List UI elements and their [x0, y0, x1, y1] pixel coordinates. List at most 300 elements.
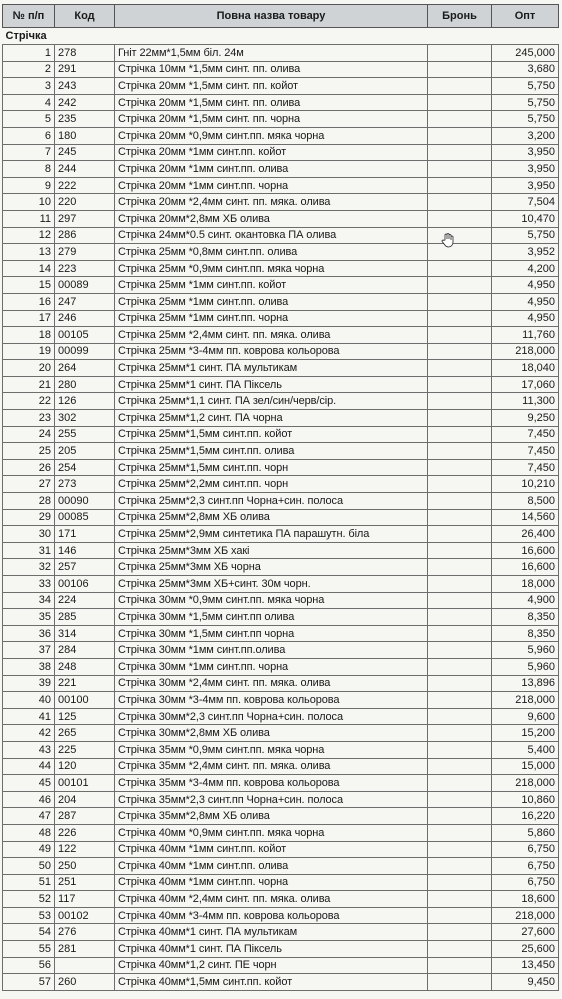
cell-no[interactable]: 35: [3, 609, 55, 626]
table-row[interactable]: [3, 45, 559, 62]
cell-name[interactable]: Стрічка 25мм*2,2мм синт.пп. чорн: [115, 476, 428, 493]
cell-name[interactable]: Стрічка 40мм *2,4мм синт. пп. мяка. олива: [115, 891, 428, 908]
cell-opt[interactable]: 6,750: [492, 874, 559, 891]
table-row[interactable]: [3, 426, 559, 443]
cell-bron[interactable]: [428, 360, 492, 377]
cell-code[interactable]: 146: [55, 542, 115, 559]
header-code[interactable]: Код: [55, 5, 115, 28]
cell-bron[interactable]: [428, 874, 492, 891]
cell-code[interactable]: 286: [55, 227, 115, 244]
cell-opt[interactable]: 9,450: [492, 974, 559, 991]
table-row[interactable]: [3, 924, 559, 941]
cell-opt[interactable]: 3,200: [492, 127, 559, 144]
table-row[interactable]: [3, 841, 559, 858]
cell-bron[interactable]: [428, 459, 492, 476]
table-row[interactable]: [3, 111, 559, 128]
table-row[interactable]: [3, 343, 559, 360]
table-row[interactable]: [3, 791, 559, 808]
table-row[interactable]: [3, 542, 559, 559]
table-row[interactable]: [3, 824, 559, 841]
cell-code[interactable]: 280: [55, 376, 115, 393]
cell-no[interactable]: 3: [3, 78, 55, 95]
cell-no[interactable]: 15: [3, 277, 55, 294]
cell-bron[interactable]: [428, 957, 492, 974]
cell-bron[interactable]: [428, 808, 492, 825]
cell-bron[interactable]: [428, 576, 492, 593]
cell-opt[interactable]: 8,500: [492, 493, 559, 510]
cell-bron[interactable]: [428, 94, 492, 111]
cell-opt[interactable]: 9,600: [492, 708, 559, 725]
table-row[interactable]: [3, 360, 559, 377]
cell-bron[interactable]: [428, 708, 492, 725]
cell-code[interactable]: 00101: [55, 775, 115, 792]
cell-opt[interactable]: 3,950: [492, 177, 559, 194]
cell-bron[interactable]: [428, 642, 492, 659]
cell-code[interactable]: 223: [55, 260, 115, 277]
cell-bron[interactable]: [428, 127, 492, 144]
cell-no[interactable]: 47: [3, 808, 55, 825]
cell-name[interactable]: Стрічка 25мм *2,4мм синт. пп. мяка. олива: [115, 327, 428, 344]
cell-no[interactable]: 41: [3, 708, 55, 725]
cell-opt[interactable]: 18,000: [492, 576, 559, 593]
cell-no[interactable]: 49: [3, 841, 55, 858]
cell-code[interactable]: 224: [55, 592, 115, 609]
table-row[interactable]: [3, 61, 559, 78]
cell-code[interactable]: 314: [55, 625, 115, 642]
cell-name[interactable]: Стрічка 35мм *3-4мм пп. коврова кольорова: [115, 775, 428, 792]
cell-name[interactable]: Стрічка 20мм *1мм синт.пп. олива: [115, 161, 428, 178]
cell-name[interactable]: Стрічка 20мм *1,5мм синт. пп. койот: [115, 78, 428, 95]
table-row[interactable]: [3, 177, 559, 194]
cell-no[interactable]: 28: [3, 493, 55, 510]
cell-no[interactable]: 8: [3, 161, 55, 178]
cell-bron[interactable]: [428, 493, 492, 510]
cell-no[interactable]: 52: [3, 891, 55, 908]
cell-no[interactable]: 56: [3, 957, 55, 974]
cell-name[interactable]: Гніт 22мм*1,5мм біл. 24м: [115, 45, 428, 62]
cell-no[interactable]: 27: [3, 476, 55, 493]
cell-no[interactable]: 9: [3, 177, 55, 194]
cell-opt[interactable]: 5,400: [492, 741, 559, 758]
table-row[interactable]: [3, 476, 559, 493]
cell-no[interactable]: 40: [3, 692, 55, 709]
cell-no[interactable]: 17: [3, 310, 55, 327]
cell-bron[interactable]: [428, 277, 492, 294]
cell-opt[interactable]: 6,750: [492, 841, 559, 858]
cell-name[interactable]: Стрічка 25мм *0,8мм синт.пп. олива: [115, 244, 428, 261]
cell-opt[interactable]: 18,040: [492, 360, 559, 377]
cell-name[interactable]: Стрічка 24мм*0.5 синт. окантовка ПА олива: [115, 227, 428, 244]
cell-name[interactable]: Стрічка 40мм*1 синт. ПА Піксель: [115, 941, 428, 958]
cell-name[interactable]: Стрічка 25мм*1,5мм синт.пп. койот: [115, 426, 428, 443]
cell-opt[interactable]: 5,750: [492, 78, 559, 95]
cell-name[interactable]: Стрічка 40мм*1,2 синт. ПЕ чорн: [115, 957, 428, 974]
cell-name[interactable]: Стрічка 25мм*1 синт. ПА мультикам: [115, 360, 428, 377]
cell-code[interactable]: 291: [55, 61, 115, 78]
cell-bron[interactable]: [428, 111, 492, 128]
cell-bron[interactable]: [428, 526, 492, 543]
cell-code[interactable]: 260: [55, 974, 115, 991]
cell-no[interactable]: 16: [3, 293, 55, 310]
cell-opt[interactable]: 14,560: [492, 509, 559, 526]
cell-no[interactable]: 45: [3, 775, 55, 792]
cell-opt[interactable]: 16,600: [492, 559, 559, 576]
table-row[interactable]: [3, 227, 559, 244]
cell-bron[interactable]: [428, 658, 492, 675]
cell-opt[interactable]: 5,750: [492, 94, 559, 111]
cell-name[interactable]: Стрічка 20мм*2,8мм ХБ олива: [115, 210, 428, 227]
table-row[interactable]: [3, 941, 559, 958]
cell-name[interactable]: Стрічка 30мм *1мм синт.пп. чорна: [115, 658, 428, 675]
cell-no[interactable]: 22: [3, 393, 55, 410]
cell-name[interactable]: Стрічка 35мм *0,9мм синт.пп. мяка чорна: [115, 741, 428, 758]
cell-no[interactable]: 6: [3, 127, 55, 144]
group-row[interactable]: [3, 28, 559, 45]
cell-bron[interactable]: [428, 509, 492, 526]
cell-opt[interactable]: 7,504: [492, 194, 559, 211]
cell-no[interactable]: 51: [3, 874, 55, 891]
cell-name[interactable]: Стрічка 30мм *2,4мм синт. пп. мяка. олива: [115, 675, 428, 692]
cell-name[interactable]: Стрічка 20мм *1,5мм синт. пп. олива: [115, 94, 428, 111]
cell-opt[interactable]: 13,450: [492, 957, 559, 974]
cell-opt[interactable]: 4,950: [492, 293, 559, 310]
cell-code[interactable]: 276: [55, 924, 115, 941]
cell-code[interactable]: 265: [55, 725, 115, 742]
table-row[interactable]: [3, 559, 559, 576]
cell-code[interactable]: 00085: [55, 509, 115, 526]
cell-opt[interactable]: 5,750: [492, 111, 559, 128]
cell-code[interactable]: 244: [55, 161, 115, 178]
cell-name[interactable]: Стрічка 30мм*2,8мм ХБ олива: [115, 725, 428, 742]
cell-bron[interactable]: [428, 559, 492, 576]
cell-opt[interactable]: 15,000: [492, 758, 559, 775]
table-row[interactable]: [3, 277, 559, 294]
cell-no[interactable]: 34: [3, 592, 55, 609]
cell-bron[interactable]: [428, 542, 492, 559]
header-no[interactable]: № п/п: [3, 5, 55, 28]
cell-no[interactable]: 11: [3, 210, 55, 227]
cell-name[interactable]: Стрічка 25мм*2,8мм ХБ олива: [115, 509, 428, 526]
cell-opt[interactable]: 16,220: [492, 808, 559, 825]
cell-bron[interactable]: [428, 410, 492, 427]
cell-bron[interactable]: [428, 426, 492, 443]
cell-code[interactable]: 204: [55, 791, 115, 808]
cell-no[interactable]: 50: [3, 858, 55, 875]
cell-code[interactable]: 284: [55, 642, 115, 659]
cell-bron[interactable]: [428, 609, 492, 626]
cell-bron[interactable]: [428, 692, 492, 709]
table-row[interactable]: [3, 293, 559, 310]
cell-bron[interactable]: [428, 974, 492, 991]
cell-opt[interactable]: 13,896: [492, 675, 559, 692]
cell-name[interactable]: Стрічка 30мм *1мм синт.пп.олива: [115, 642, 428, 659]
cell-no[interactable]: 55: [3, 941, 55, 958]
cell-bron[interactable]: [428, 210, 492, 227]
cell-bron[interactable]: [428, 741, 492, 758]
cell-opt[interactable]: 11,760: [492, 327, 559, 344]
cell-name[interactable]: Стрічка 25мм*1 синт. ПА Піксель: [115, 376, 428, 393]
cell-opt[interactable]: 9,250: [492, 410, 559, 427]
cell-bron[interactable]: [428, 775, 492, 792]
table-row[interactable]: [3, 509, 559, 526]
table-row[interactable]: [3, 327, 559, 344]
cell-code[interactable]: 243: [55, 78, 115, 95]
cell-name[interactable]: Стрічка 40мм*1 синт. ПА мультикам: [115, 924, 428, 941]
table-row[interactable]: [3, 493, 559, 510]
cell-code[interactable]: 250: [55, 858, 115, 875]
cell-opt[interactable]: 4,900: [492, 592, 559, 609]
cell-no[interactable]: 13: [3, 244, 55, 261]
cell-name[interactable]: Стрічка 25мм*2,9мм синтетика ПА парашутн. біла: [115, 526, 428, 543]
table-row[interactable]: [3, 891, 559, 908]
header-bron[interactable]: Бронь: [428, 5, 492, 28]
cell-no[interactable]: 42: [3, 725, 55, 742]
cell-code[interactable]: 254: [55, 459, 115, 476]
cell-code[interactable]: 122: [55, 841, 115, 858]
cell-code[interactable]: 251: [55, 874, 115, 891]
table-row[interactable]: [3, 94, 559, 111]
cell-no[interactable]: 21: [3, 376, 55, 393]
table-row[interactable]: [3, 310, 559, 327]
cell-code[interactable]: 00099: [55, 343, 115, 360]
table-row[interactable]: [3, 758, 559, 775]
cell-bron[interactable]: [428, 891, 492, 908]
cell-name[interactable]: Стрічка 30мм *1,5мм синт.пп чорна: [115, 625, 428, 642]
cell-bron[interactable]: [428, 61, 492, 78]
cell-name[interactable]: Стрічка 25мм*1,5мм синт.пп. чорн: [115, 459, 428, 476]
cell-no[interactable]: 14: [3, 260, 55, 277]
cell-opt[interactable]: 27,600: [492, 924, 559, 941]
table-row[interactable]: [3, 858, 559, 875]
cell-name[interactable]: Стрічка 30мм*2,3 синт.пп Чорна+син. полоса: [115, 708, 428, 725]
cell-bron[interactable]: [428, 941, 492, 958]
cell-opt[interactable]: 6,750: [492, 858, 559, 875]
table-row[interactable]: [3, 459, 559, 476]
cell-opt[interactable]: 18,600: [492, 891, 559, 908]
cell-bron[interactable]: [428, 393, 492, 410]
cell-opt[interactable]: 15,200: [492, 725, 559, 742]
cell-bron[interactable]: [428, 194, 492, 211]
cell-name[interactable]: Стрічка 25мм*3мм ХБ хакі: [115, 542, 428, 559]
cell-no[interactable]: 18: [3, 327, 55, 344]
cell-code[interactable]: 302: [55, 410, 115, 427]
cell-bron[interactable]: [428, 476, 492, 493]
cell-no[interactable]: 57: [3, 974, 55, 991]
cell-bron[interactable]: [428, 725, 492, 742]
header-opt[interactable]: Опт: [492, 5, 559, 28]
table-row[interactable]: [3, 376, 559, 393]
cell-code[interactable]: 220: [55, 194, 115, 211]
table-row[interactable]: [3, 260, 559, 277]
cell-opt[interactable]: 8,350: [492, 625, 559, 642]
cell-no[interactable]: 5: [3, 111, 55, 128]
cell-code[interactable]: 00106: [55, 576, 115, 593]
cell-opt[interactable]: 11,300: [492, 393, 559, 410]
cell-name[interactable]: Стрічка 30мм *0,9мм синт.пп. мяка чорна: [115, 592, 428, 609]
cell-code[interactable]: 226: [55, 824, 115, 841]
cell-no[interactable]: 19: [3, 343, 55, 360]
cell-code[interactable]: 00090: [55, 493, 115, 510]
cell-code[interactable]: 273: [55, 476, 115, 493]
cell-bron[interactable]: [428, 293, 492, 310]
cell-bron[interactable]: [428, 675, 492, 692]
cell-name[interactable]: Стрічка 25мм *1мм синт.пп. олива: [115, 293, 428, 310]
cell-name[interactable]: Стрічка 30мм *1,5мм синт.пп олива: [115, 609, 428, 626]
cell-opt[interactable]: 16,600: [492, 542, 559, 559]
cell-bron[interactable]: [428, 907, 492, 924]
cell-bron[interactable]: [428, 625, 492, 642]
cell-opt[interactable]: 3,950: [492, 161, 559, 178]
cell-bron[interactable]: [428, 78, 492, 95]
cell-opt[interactable]: 5,750: [492, 227, 559, 244]
table-row[interactable]: [3, 974, 559, 991]
table-row[interactable]: [3, 410, 559, 427]
cell-bron[interactable]: [428, 177, 492, 194]
table-row[interactable]: [3, 775, 559, 792]
cell-bron[interactable]: [428, 592, 492, 609]
cell-opt[interactable]: 5,860: [492, 824, 559, 841]
header-name[interactable]: Повна назва товару: [115, 5, 428, 28]
cell-opt[interactable]: 25,600: [492, 941, 559, 958]
cell-no[interactable]: 1: [3, 45, 55, 62]
cell-name[interactable]: Стрічка 35мм*2,3 синт.пп Чорна+син. полоса: [115, 791, 428, 808]
table-row[interactable]: [3, 725, 559, 742]
cell-bron[interactable]: [428, 924, 492, 941]
table-row[interactable]: [3, 194, 559, 211]
cell-bron[interactable]: [428, 343, 492, 360]
cell-bron[interactable]: [428, 791, 492, 808]
table-row[interactable]: [3, 808, 559, 825]
cell-code[interactable]: 126: [55, 393, 115, 410]
cell-bron[interactable]: [428, 376, 492, 393]
cell-code[interactable]: 171: [55, 526, 115, 543]
cell-name[interactable]: Стрічка 20мм *1мм синт.пп. чорна: [115, 177, 428, 194]
cell-no[interactable]: 53: [3, 907, 55, 924]
cell-no[interactable]: 23: [3, 410, 55, 427]
table-row[interactable]: [3, 708, 559, 725]
table-row[interactable]: [3, 874, 559, 891]
cell-opt[interactable]: 5,960: [492, 642, 559, 659]
table-row[interactable]: [3, 127, 559, 144]
cell-name[interactable]: Стрічка 20мм *1мм синт.пп. койот: [115, 144, 428, 161]
table-row[interactable]: [3, 907, 559, 924]
cell-name[interactable]: Стрічка 40мм *1мм синт.пп. койот: [115, 841, 428, 858]
cell-code[interactable]: 242: [55, 94, 115, 111]
cell-code[interactable]: 00105: [55, 327, 115, 344]
cell-no[interactable]: 25: [3, 443, 55, 460]
cell-opt[interactable]: 3,950: [492, 144, 559, 161]
cell-code[interactable]: 281: [55, 941, 115, 958]
table-row[interactable]: [3, 443, 559, 460]
cell-opt[interactable]: 3,952: [492, 244, 559, 261]
cell-no[interactable]: 54: [3, 924, 55, 941]
cell-name[interactable]: Стрічка 25мм *1мм синт.пп. чорна: [115, 310, 428, 327]
cell-no[interactable]: 24: [3, 426, 55, 443]
cell-name[interactable]: Стрічка 20мм *2,4мм синт. пп. мяка. олива: [115, 194, 428, 211]
cell-name[interactable]: Стрічка 25мм*3мм ХБ+синт. 30м чорн.: [115, 576, 428, 593]
cell-no[interactable]: 10: [3, 194, 55, 211]
cell-code[interactable]: 117: [55, 891, 115, 908]
cell-no[interactable]: 31: [3, 542, 55, 559]
cell-code[interactable]: 279: [55, 244, 115, 261]
cell-opt[interactable]: 7,450: [492, 426, 559, 443]
cell-name[interactable]: Стрічка 40мм *1мм синт.пп. олива: [115, 858, 428, 875]
cell-name[interactable]: Стрічка 25мм*1,1 синт. ПА зел/син/черв/сір.: [115, 393, 428, 410]
cell-bron[interactable]: [428, 310, 492, 327]
table-row[interactable]: [3, 393, 559, 410]
cell-no[interactable]: 12: [3, 227, 55, 244]
cell-code[interactable]: 246: [55, 310, 115, 327]
cell-name[interactable]: Стрічка 30мм *3-4мм пп. коврова кольорова: [115, 692, 428, 709]
table-row[interactable]: [3, 957, 559, 974]
cell-name[interactable]: Стрічка 20мм *1,5мм синт. пп. чорна: [115, 111, 428, 128]
cell-name[interactable]: Стрічка 25мм *3-4мм пп. коврова кольорова: [115, 343, 428, 360]
cell-name[interactable]: Стрічка 25мм *0,9мм синт.пп. мяка чорна: [115, 260, 428, 277]
cell-bron[interactable]: [428, 45, 492, 62]
cell-code[interactable]: [55, 957, 115, 974]
cell-name[interactable]: Стрічка 10мм *1,5мм синт. пп. олива: [115, 61, 428, 78]
cell-name[interactable]: Стрічка 40мм *0,9мм синт.пп. мяка чорна: [115, 824, 428, 841]
table-row[interactable]: [3, 210, 559, 227]
table-row[interactable]: [3, 78, 559, 95]
cell-bron[interactable]: [428, 858, 492, 875]
cell-name[interactable]: Стрічка 35мм*2,8мм ХБ олива: [115, 808, 428, 825]
cell-no[interactable]: 4: [3, 94, 55, 111]
cell-bron[interactable]: [428, 824, 492, 841]
cell-no[interactable]: 2: [3, 61, 55, 78]
cell-opt[interactable]: 7,450: [492, 459, 559, 476]
table-row[interactable]: [3, 675, 559, 692]
cell-bron[interactable]: [428, 443, 492, 460]
cell-code[interactable]: 257: [55, 559, 115, 576]
cell-code[interactable]: 245: [55, 144, 115, 161]
table-row[interactable]: [3, 161, 559, 178]
cell-opt[interactable]: 10,470: [492, 210, 559, 227]
table-row[interactable]: [3, 592, 559, 609]
cell-opt[interactable]: 17,060: [492, 376, 559, 393]
table-row[interactable]: [3, 692, 559, 709]
cell-code[interactable]: 00100: [55, 692, 115, 709]
cell-no[interactable]: 32: [3, 559, 55, 576]
cell-code[interactable]: 255: [55, 426, 115, 443]
table-row[interactable]: [3, 576, 559, 593]
cell-opt[interactable]: 4,200: [492, 260, 559, 277]
table-row[interactable]: [3, 526, 559, 543]
cell-opt[interactable]: 218,000: [492, 907, 559, 924]
cell-bron[interactable]: [428, 227, 492, 244]
cell-opt[interactable]: 5,960: [492, 658, 559, 675]
cell-code[interactable]: 247: [55, 293, 115, 310]
cell-opt[interactable]: 4,950: [492, 310, 559, 327]
cell-opt[interactable]: 10,860: [492, 791, 559, 808]
cell-code[interactable]: 180: [55, 127, 115, 144]
cell-code[interactable]: 278: [55, 45, 115, 62]
table-row[interactable]: [3, 144, 559, 161]
cell-name[interactable]: Стрічка 40мм*1,5мм синт.пп. койот: [115, 974, 428, 991]
cell-name[interactable]: Стрічка 25мм *1мм синт.пп. койот: [115, 277, 428, 294]
cell-code[interactable]: 221: [55, 675, 115, 692]
cell-opt[interactable]: 245,000: [492, 45, 559, 62]
cell-no[interactable]: 7: [3, 144, 55, 161]
cell-bron[interactable]: [428, 244, 492, 261]
cell-no[interactable]: 30: [3, 526, 55, 543]
cell-name[interactable]: Стрічка 20мм *0,9мм синт.пп. мяка чорна: [115, 127, 428, 144]
cell-code[interactable]: 264: [55, 360, 115, 377]
cell-opt[interactable]: 218,000: [492, 692, 559, 709]
cell-bron[interactable]: [428, 161, 492, 178]
cell-opt[interactable]: 218,000: [492, 775, 559, 792]
cell-bron[interactable]: [428, 327, 492, 344]
